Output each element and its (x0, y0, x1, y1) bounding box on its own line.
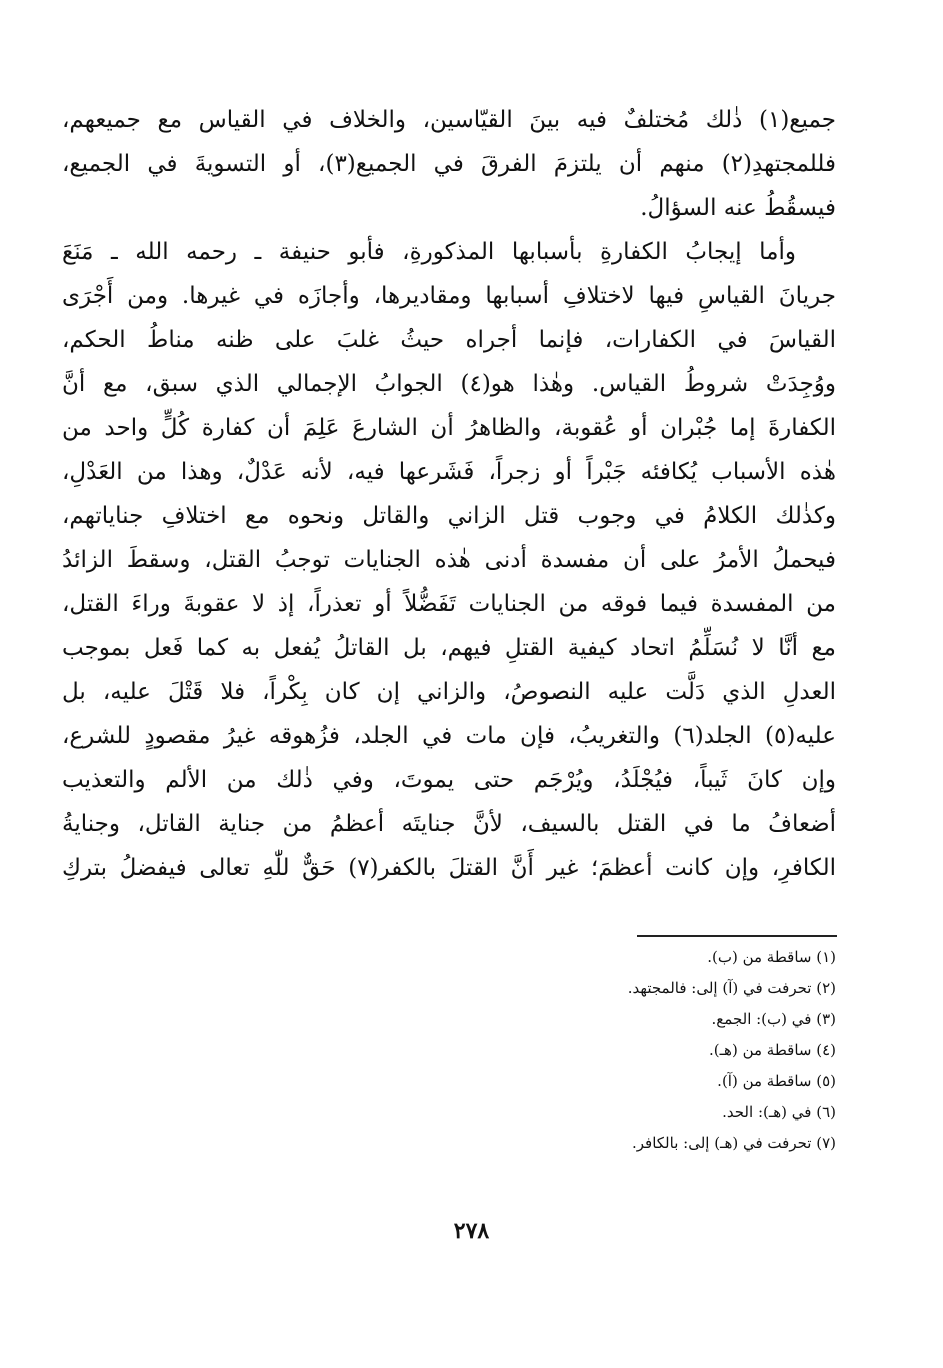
text-line: مع أنَّا لا نُسَلِّمُ اتحاد كيفية القتلِ فيهم، بل القاتلُ يُفعل به كما فَعل بموجب (62, 635, 836, 661)
text-line: هٰذه الأسباب يُكافئه جَبْراً أو زجراً، فَشَرعها فيه، لأنه عَدْلٌ، وهذا من العَدْلِ، (62, 459, 836, 485)
text-line: ووُجِدَتْ شروطُ القياس. وهٰذا هو(٤) الجوابُ الإجمالي الذي سبق، مع أنَّ (62, 371, 836, 397)
page-number: ٢٧٨ (453, 1218, 490, 1244)
text-line: الكفارةَ إما جُبْران أو عُقوبة، والظاهرُ أن الشارعَ عَلِمَ أن كفارة كُلٍّ واحد من (62, 415, 836, 441)
text-line: عليه(٥) الجلد(٦) والتغريبُ، فإن مات في الجلد، فزُهوقه غيرُ مقصودٍ للشرع، (62, 723, 836, 749)
text-line: فيسقُطُ عنه السؤالُ. (640, 195, 836, 221)
main-text (62, 98, 836, 890)
text-line: جريانَ القياسِ فيها لاختلافِ أسبابها ومقاديرها، وأجازَه في غيرها. ومن أَجْرَى (62, 283, 836, 309)
text-line: القياسَ في الكفارات، فإنما أجراه حيثُ غلبَ على ظنه مناطُ الحكم، (62, 327, 836, 353)
footnotes (236, 942, 836, 1159)
footnote: (٧) تحرفت في (هـ) إلى: بالكافر. (631, 1134, 836, 1152)
footnote-separator (637, 935, 837, 937)
text-line: وإن كانَ ثَيباً، فيُجْلَدُ، ويُرْجَم حتى يموتَ، وفي ذٰلك من الألم والتعذيب (62, 767, 836, 793)
text-line: وكذٰلك الكلامُ في وجوب قتل الزاني والقاتل ونحوه مع اختلافِ جناياتهم، (62, 503, 836, 529)
text-line: من المفسدة فيما فوقه من الجنايات تَفَضُّلاً أو تعذراً، إذ لا عقوبةَ وراءَ القتل، (62, 591, 836, 617)
text-line: جميع(١) ذٰلك مُختلفٌ فيه بينَ القيّاسين، والخلاف في القياس مع جميعهم، (62, 107, 836, 133)
text-line: فللمجتهدِ(٢) منهم أن يلتزمَ الفرقَ في الجميع(٣)، أو التسويةَ في الجميع، (62, 151, 836, 177)
text-line: أضعافُ ما في القتل بالسيف، لأنَّ جنايتَه أعظمُ من جناية القاتل، وجنايةُ (62, 811, 836, 837)
footnote: (٢) تحرفت في (آ) إلى: فالمجتهد. (627, 979, 836, 997)
text-line: فيحملُ الأمرُ على أن مفسدة أدنى هٰذه الجنايات توجبُ القتل، وسقطَ الزائدُ (62, 547, 836, 573)
footnote: (١) ساقطة من (ب). (707, 948, 836, 966)
footnote: (٥) ساقطة من (آ). (717, 1072, 836, 1090)
footnote: (٤) ساقطة من (هـ). (709, 1041, 836, 1059)
text-line: العدلِ الذي دَلَّت عليه النصوصُ، والزاني إن كان بِكْراً، فلا قَتْلَ عليه، بل (62, 679, 836, 705)
footnote: (٣) في (ب): الجمع. (711, 1010, 836, 1028)
text-line: وأما إيجابُ الكفارةِ بأسبابها المذكورةِ، فأبو حنيفة ـ رحمه الله ـ مَنَعَ (62, 239, 796, 265)
text-line: الكافرِ، وإن كانت أعظمَ؛ غير أَنَّ القتلَ بالكفر(٧) حَقٌّ للّٰهِ تعالى فيفضلُ بتركِ (62, 855, 836, 881)
footnote: (٦) في (هـ): الحد. (722, 1103, 836, 1121)
